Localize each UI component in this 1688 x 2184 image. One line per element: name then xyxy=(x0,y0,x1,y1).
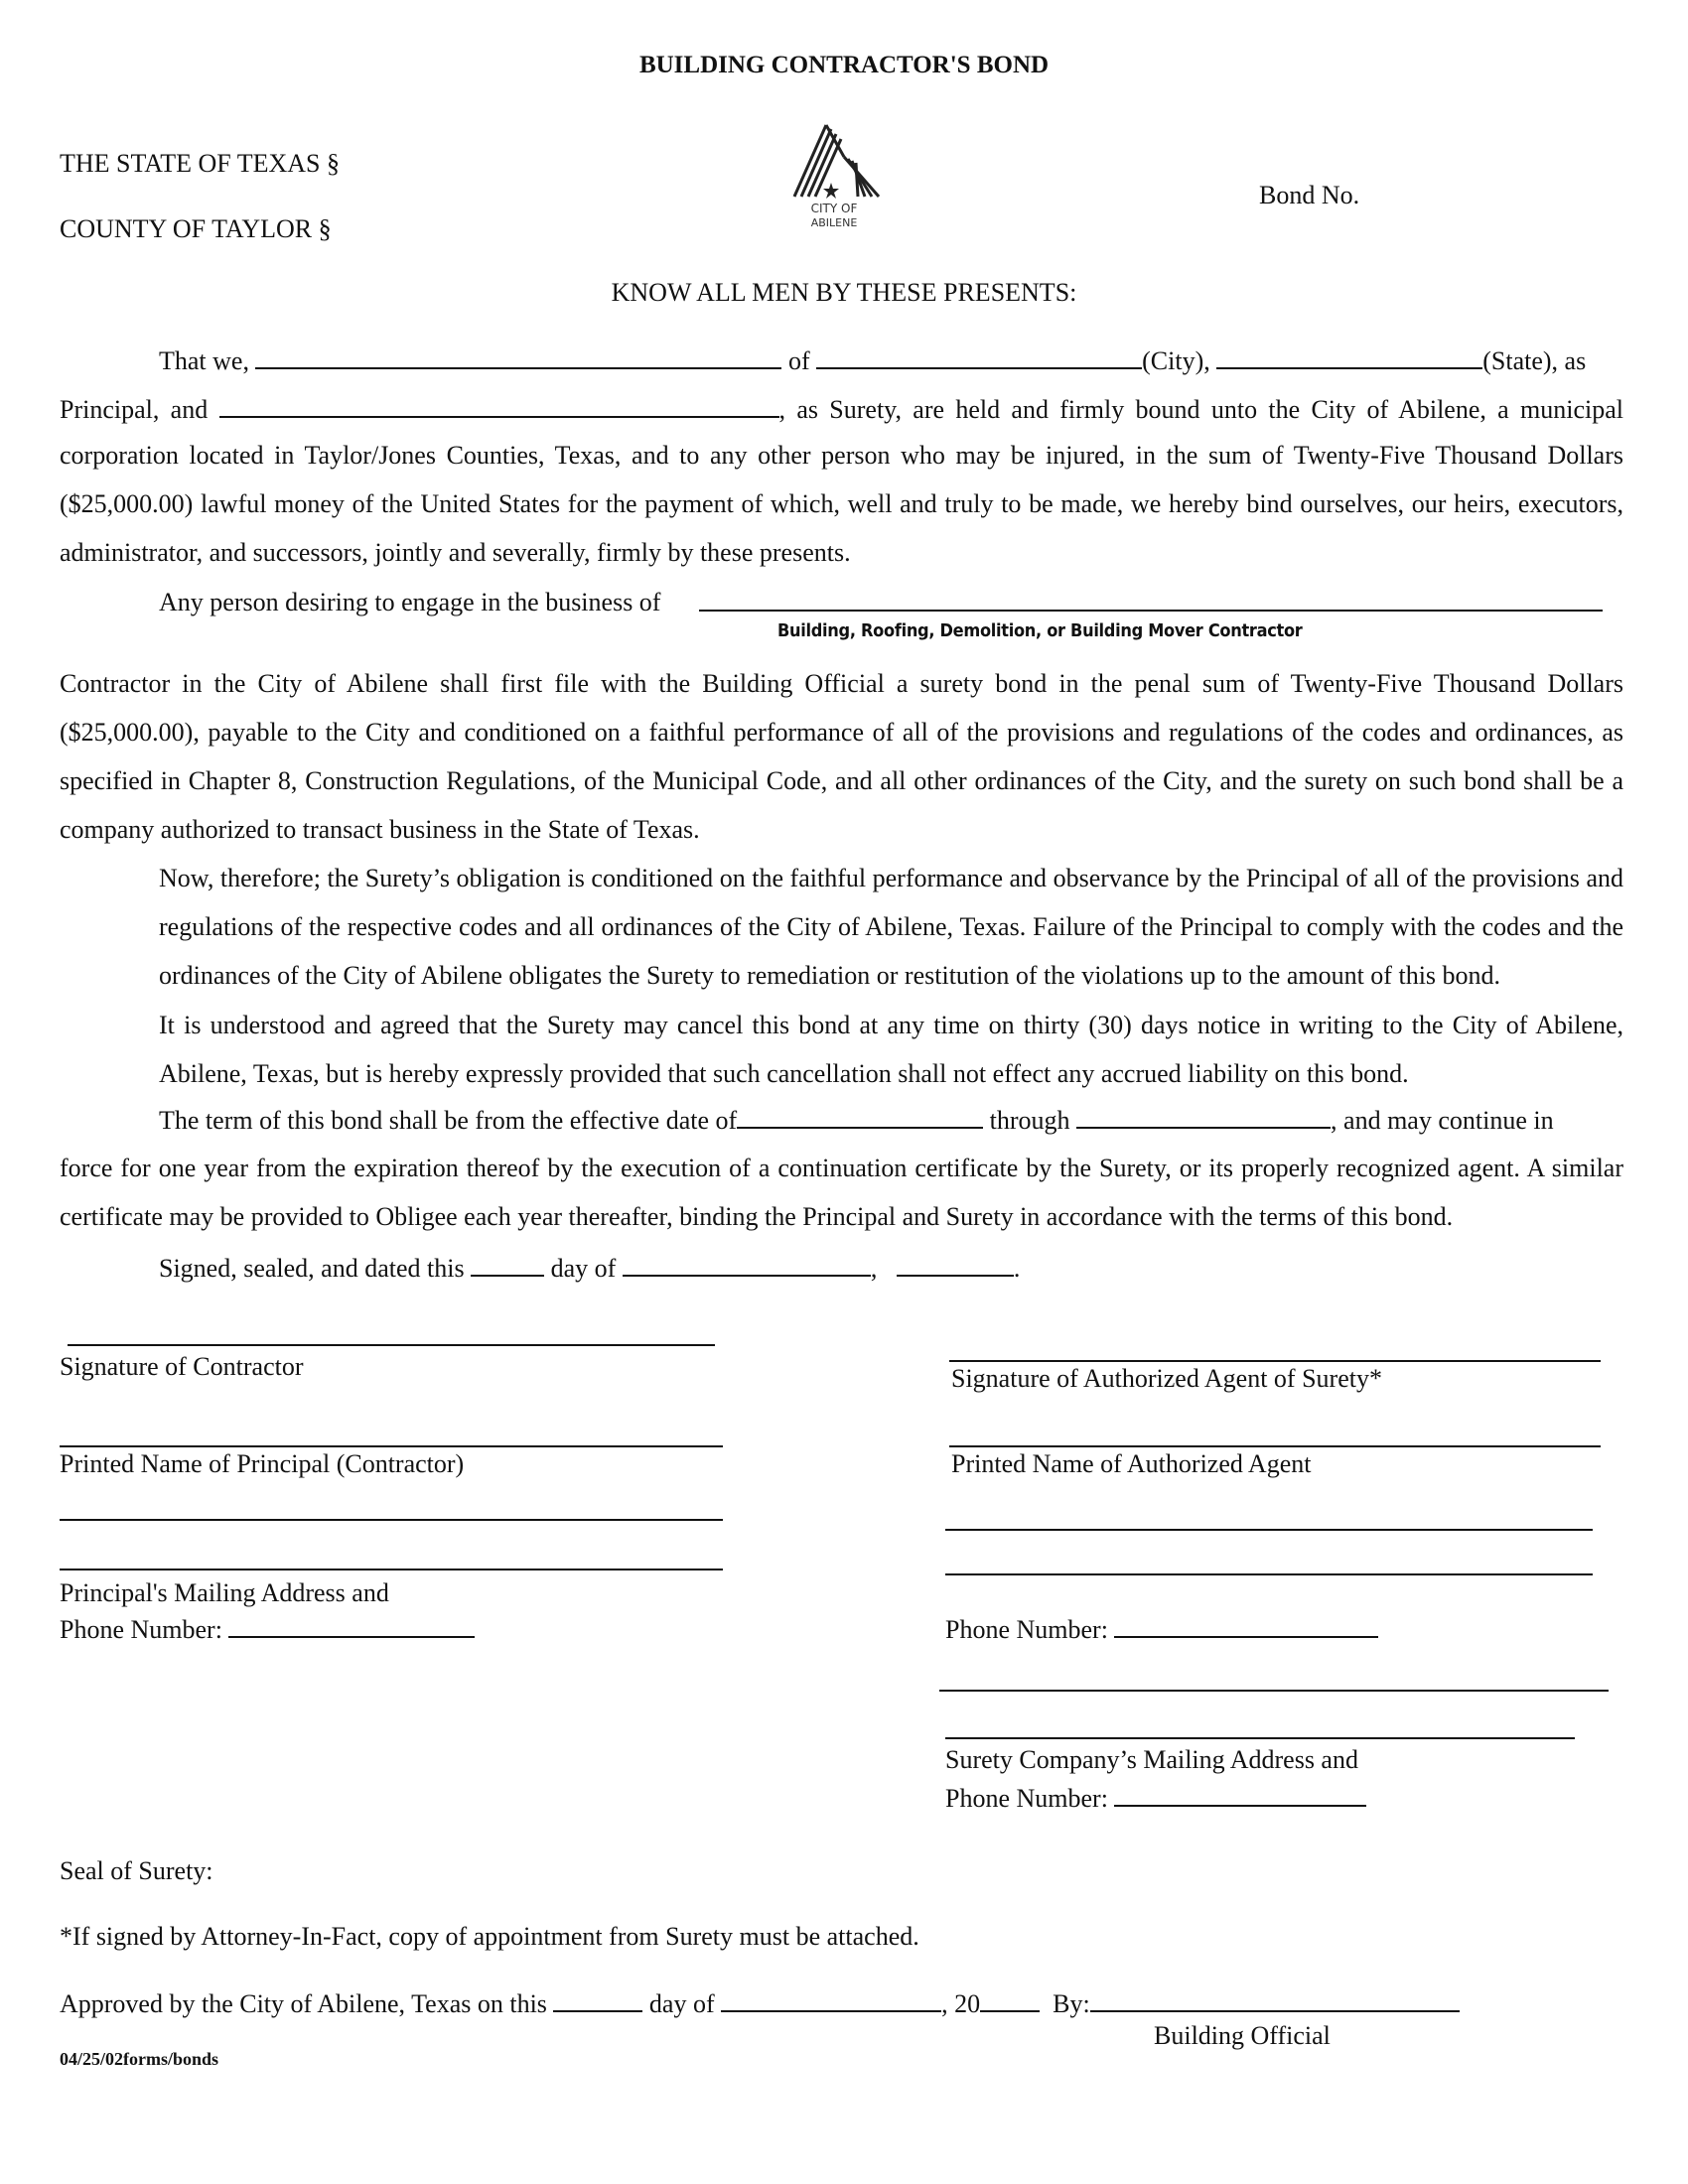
state-blank[interactable] xyxy=(1216,343,1482,369)
p1-rest-text: corporation located in Taylor/Jones Counties, Texas, and to any other person who may be injured, in the sum of Twenty-Five Thousand Dollars ($25,000.00) lawful money of the United States for the payment of which, well and truly to be made, we hereby bind ourselves, our heirs, executors, administrator, and successors, jointly and severally, firmly by these presents. xyxy=(60,441,1623,567)
p5-continue: , and may continue in xyxy=(1331,1106,1554,1135)
p1-as-surety: , as Surety, are held and firmly bound unto the City of Abilene, a municipal xyxy=(778,395,1623,424)
p1-line2 xyxy=(60,392,1623,425)
principal-phone-row xyxy=(60,1612,475,1645)
p3-body xyxy=(60,854,1623,1000)
p2-line1 xyxy=(159,588,660,617)
state-label: THE STATE OF TEXAS § xyxy=(60,149,341,178)
agent-phone-row xyxy=(945,1612,1378,1645)
principal-address-line-1[interactable] xyxy=(60,1519,723,1521)
agent-phone-blank[interactable] xyxy=(1114,1612,1378,1638)
p1-principal-and: Principal, and xyxy=(60,395,209,424)
abilene-logo-icon xyxy=(784,117,894,236)
principal-name-label: Printed Name of Principal (Contractor) xyxy=(60,1449,465,1478)
agent-signature-line[interactable] xyxy=(949,1360,1601,1362)
approval-month-blank[interactable] xyxy=(721,1986,941,2012)
business-type-caption: Building, Roofing, Demolition, or Building Mover Contractor xyxy=(777,620,1303,641)
principal-phone-blank[interactable] xyxy=(228,1612,475,1638)
p1-body xyxy=(60,431,1623,577)
approved-by: By: xyxy=(1053,1989,1090,2018)
surety-address-line-2[interactable] xyxy=(945,1737,1575,1739)
principal-name-blank[interactable] xyxy=(255,343,781,369)
expiration-date-blank[interactable] xyxy=(1076,1103,1331,1129)
contractor-signature-label: Signature of Contractor xyxy=(60,1352,304,1381)
surety-address-label: Surety Company’s Mailing Address and xyxy=(945,1745,1358,1774)
county-label: COUNTY OF TAYLOR § xyxy=(60,214,332,243)
surety-phone-blank[interactable] xyxy=(1114,1781,1366,1807)
p2-rest-text: Contractor in the City of Abilene shall first file with the Building Official a surety bond in the penal sum of Twenty-Five Thousand Dollars ($25,000.00), payable to the City and conditioned on a faithful performance of all of the provisions and regulations of the codes and ordinances, as specified in Chapter 8, Construction Regulations, of the Municipal Code, and all other ordinances of the City, and the surety on such bond shall be a company authorized to transact business in the State of Texas. xyxy=(60,669,1623,844)
p1-state: (State), as xyxy=(1482,346,1587,375)
building-official-signature-blank[interactable] xyxy=(1090,1986,1460,2012)
surety-phone-row xyxy=(945,1781,1366,1814)
p5-rest-text: force for one year from the expiration thereof by the execution of a continuation certificate by the Surety, or its properly recognized agent. A similar certificate may be provided to Obligee each year thereafter, binding the Principal and Surety in accordance with the terms of this bond. xyxy=(60,1154,1623,1231)
agent-address-line-2[interactable] xyxy=(945,1573,1593,1575)
agent-name-label: Printed Name of Authorized Agent xyxy=(951,1449,1312,1478)
contractor-signature-line[interactable] xyxy=(68,1344,715,1346)
p6-period: . xyxy=(1013,1254,1021,1283)
approved-dayof: day of xyxy=(648,1989,715,2018)
effective-date-blank[interactable] xyxy=(737,1103,983,1129)
logo-text-2: ABILENE xyxy=(810,216,858,229)
agent-signature-label: Signature of Authorized Agent of Surety* xyxy=(951,1364,1382,1393)
p6-start: Signed, sealed, and dated this xyxy=(159,1254,465,1283)
building-official-label: Building Official xyxy=(1154,2021,1331,2050)
principal-address-line-2[interactable] xyxy=(60,1569,723,1570)
p1-line1 xyxy=(159,343,1586,376)
principal-address-label: Principal's Mailing Address and xyxy=(60,1578,389,1607)
document-title: BUILDING CONTRACTOR'S BOND xyxy=(638,52,1050,78)
surety-phone-label: Phone Number: xyxy=(945,1784,1108,1813)
approved-20: , 20 xyxy=(941,1989,981,2018)
p1-city: (City), xyxy=(1142,346,1210,375)
seal-of-surety-label: Seal of Surety: xyxy=(60,1856,213,1885)
agent-phone-label: Phone Number: xyxy=(945,1615,1108,1644)
p1-of: of xyxy=(787,346,810,375)
business-type-blank[interactable] xyxy=(699,610,1603,612)
p1-that-we: That we, xyxy=(159,346,249,375)
p4-text: It is understood and agreed that the Surety may cancel this bond at any time on thirty (30) days notice in writing to the City of Abilene, Abilene, Texas, but is hereby expressly provided that such cancellation shall not effect any accrued liability on this bond. xyxy=(159,1011,1623,1088)
approval-year-blank[interactable] xyxy=(980,1986,1040,2012)
agent-address-line-1[interactable] xyxy=(945,1529,1593,1531)
form-code: 04/25/02forms/bonds xyxy=(60,2049,219,2069)
surety-address-line-1[interactable] xyxy=(939,1690,1609,1692)
city-of-abilene-logo xyxy=(784,117,894,236)
p5-start: The term of this bond shall be from the effective date of xyxy=(159,1106,738,1135)
p5-line1 xyxy=(159,1103,1554,1136)
bond-no-label: Bond No. xyxy=(1259,181,1360,209)
p6-line xyxy=(159,1251,1020,1284)
p6-dayof: day of xyxy=(550,1254,617,1283)
principal-phone-label: Phone Number: xyxy=(60,1615,222,1644)
p3-text: Now, therefore; the Surety’s obligation is conditioned on the faithful performance and observance by the Principal of all of the provisions and regulations of the respective codes and all ordinances of the City of Abilene, Texas. Failure of the Principal to comply with the codes and the ordinances of the City of Abilene obligates the Surety to remediation or restitution of the violations up to the amount of this bond. xyxy=(159,864,1623,990)
signed-year-blank[interactable] xyxy=(897,1251,1014,1277)
approval-row xyxy=(60,1986,1460,2019)
p2-start: Any person desiring to engage in the business of xyxy=(159,588,661,616)
principal-name-line[interactable] xyxy=(60,1445,723,1447)
attorney-in-fact-note: *If signed by Attorney-In-Fact, copy of appointment from Surety must be attached. xyxy=(60,1922,919,1951)
signed-day-blank[interactable] xyxy=(471,1251,544,1277)
p6-comma: , xyxy=(870,1254,878,1283)
logo-text-1: CITY OF xyxy=(810,202,858,215)
approved-start: Approved by the City of Abilene, Texas on this xyxy=(60,1989,547,2018)
p4-body xyxy=(60,1001,1623,1098)
city-blank[interactable] xyxy=(816,343,1142,369)
approval-day-blank[interactable] xyxy=(553,1986,642,2012)
agent-name-line[interactable] xyxy=(949,1445,1601,1447)
surety-name-blank[interactable] xyxy=(219,392,779,418)
p2-body xyxy=(60,659,1623,854)
p5-through: through xyxy=(989,1106,1070,1135)
presents-heading: KNOW ALL MEN BY THESE PRESENTS: xyxy=(611,278,1077,307)
signed-month-blank[interactable] xyxy=(623,1251,871,1277)
p5-body xyxy=(60,1144,1623,1241)
